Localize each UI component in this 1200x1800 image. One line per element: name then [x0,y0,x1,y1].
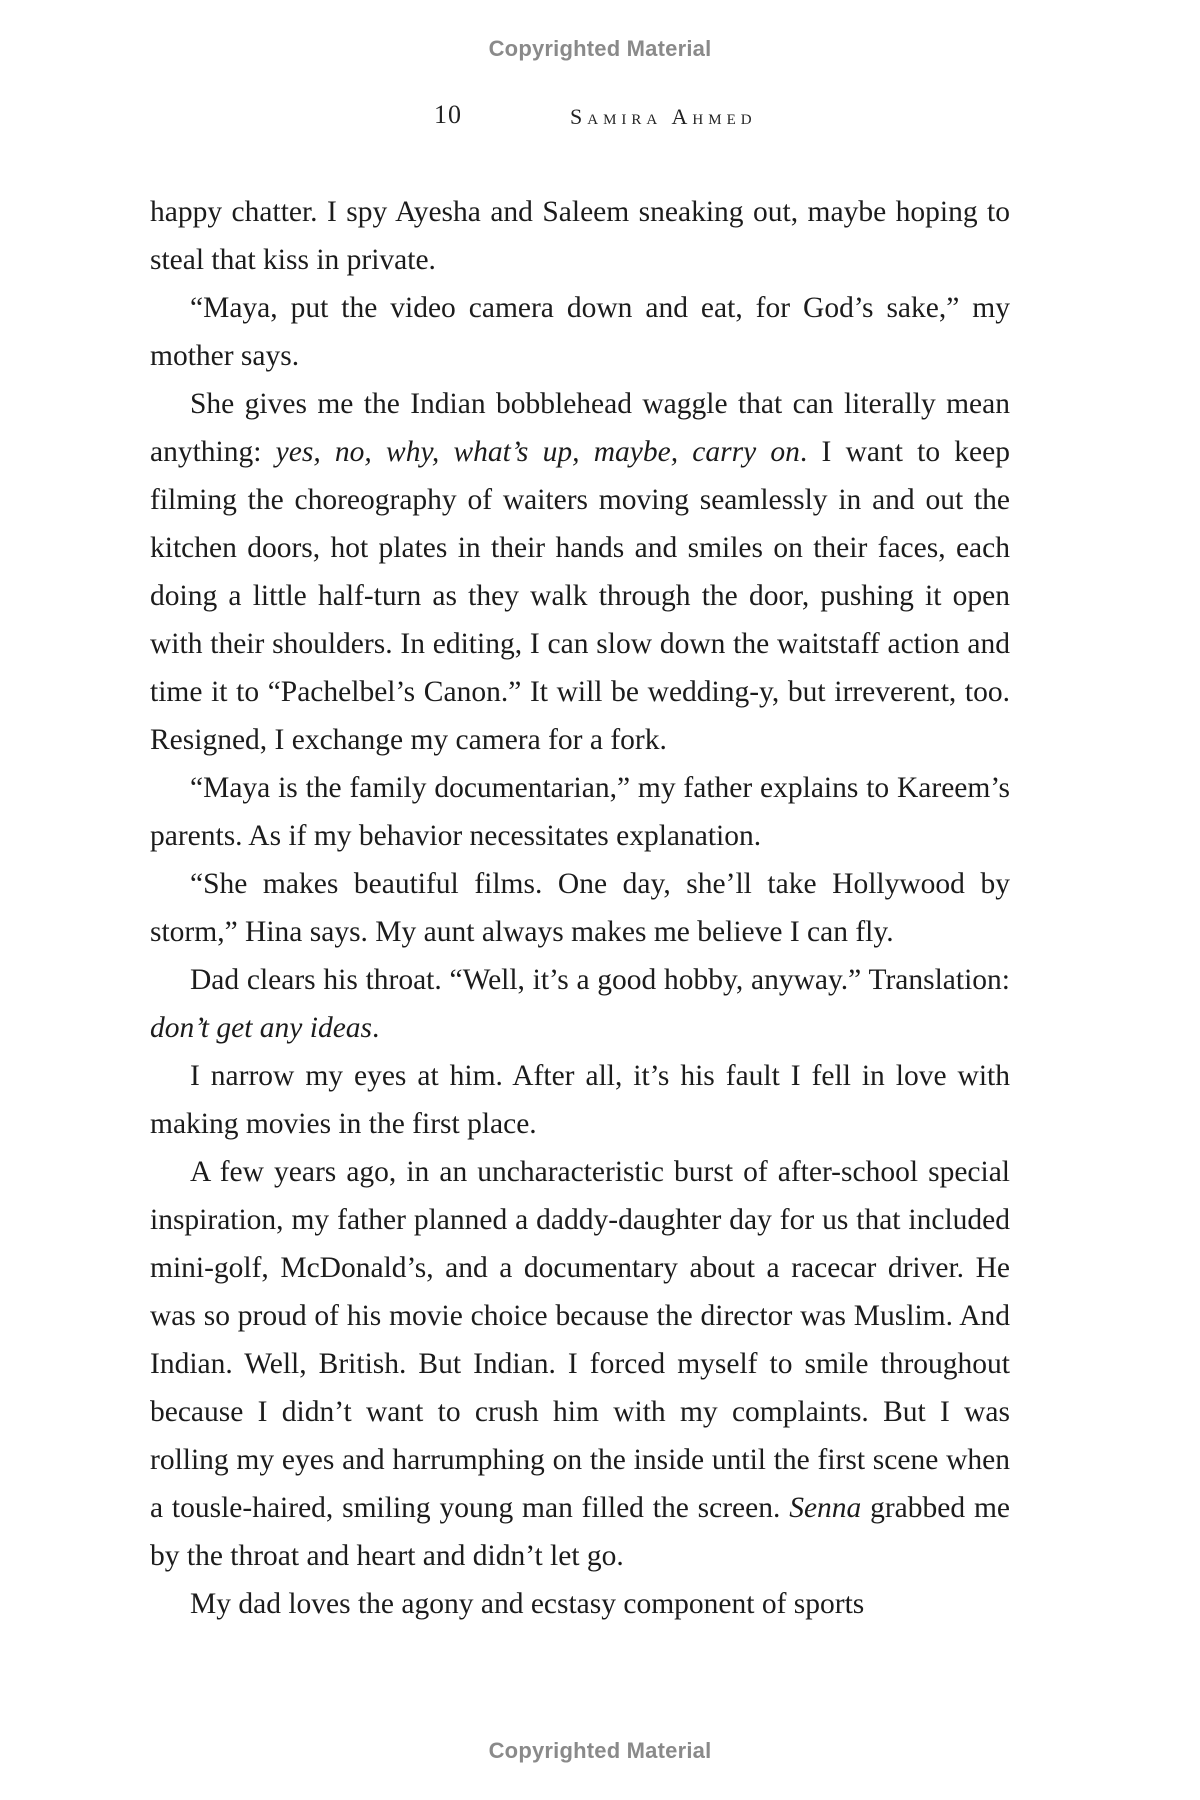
copyright-watermark-top: Copyrighted Material [488,36,712,61]
paragraph-text: grabbed me by the throat and heart and didn’t let go. [150,1492,1010,1572]
body-text [150,188,1010,1628]
paragraph-text: A few years ago, in an uncharacteristic burst of after-school special inspiration, my father planned a daddy-daughter day for us that included mini-golf, McDonald’s, and a documentary about a racecar driver. He was so proud of his movie choice because the director was Muslim. And Indian. Well, British. But Indian. I forced myself to smile throughout because I didn’t want to crush him with my complaints. But I was rolling my eyes and harrumphing on the inside until the first scene when a tousle-haired, smiling young man filled the screen. [150,1156,1010,1524]
paragraph: “She makes beautiful films. One day, she’ll take Hollywood by storm,” Hina says. My aunt always makes me believe I can fly. [150,868,1010,948]
copyright-watermark-bottom: Copyrighted Material [488,1738,712,1763]
italic-text: yes, no, why, what’s up, maybe, carry on [275,436,800,468]
italic-text: don’t get any ideas [150,1012,373,1044]
paragraph: “Maya is the family documentarian,” my father explains to Kareem’s parents. As if my behavior necessitates explanation. [150,772,1010,852]
italic-text: Senna [789,1492,862,1524]
paragraph-text: . [372,1012,380,1044]
paragraph: My dad loves the agony and ecstasy component of sports [190,1588,865,1620]
paragraph-text: . I want to keep filming the choreography of waiters moving seamlessly in and out the kitchen doors, hot plates in their hands and smiles on their faces, each doing a little half-turn as they walk through the door, pushing it open with their shoulders. In editing, I can slow down the waitstaff action and time it to “Pachelbel’s Canon.” It will be wedding-y, but irreverent, too. Resigned, I exchange my camera for a fork. [150,436,1010,756]
paragraph [150,380,1010,764]
paragraph [150,956,1010,1052]
paragraph [150,1148,1010,1580]
paragraph-text: She gives me the Indian bobblehead waggle that can literally mean anything: [150,388,1010,468]
paragraph: “Maya, put the video camera down and eat, for God’s sake,” my mother says. [150,292,1010,372]
author-name: Samira Ahmed [570,104,757,129]
page-number: 10 [434,100,462,129]
paragraph-text: Dad clears his throat. “Well, it’s a good hobby, anyway.” Translation: [190,964,1010,996]
paragraph: I narrow my eyes at him. After all, it’s his fault I fell in love with making movies in the first place. [150,1060,1010,1140]
paragraph: happy chatter. I spy Ayesha and Saleem sneaking out, maybe hoping to steal that kiss in private. [150,196,1010,276]
running-head [0,100,1200,134]
